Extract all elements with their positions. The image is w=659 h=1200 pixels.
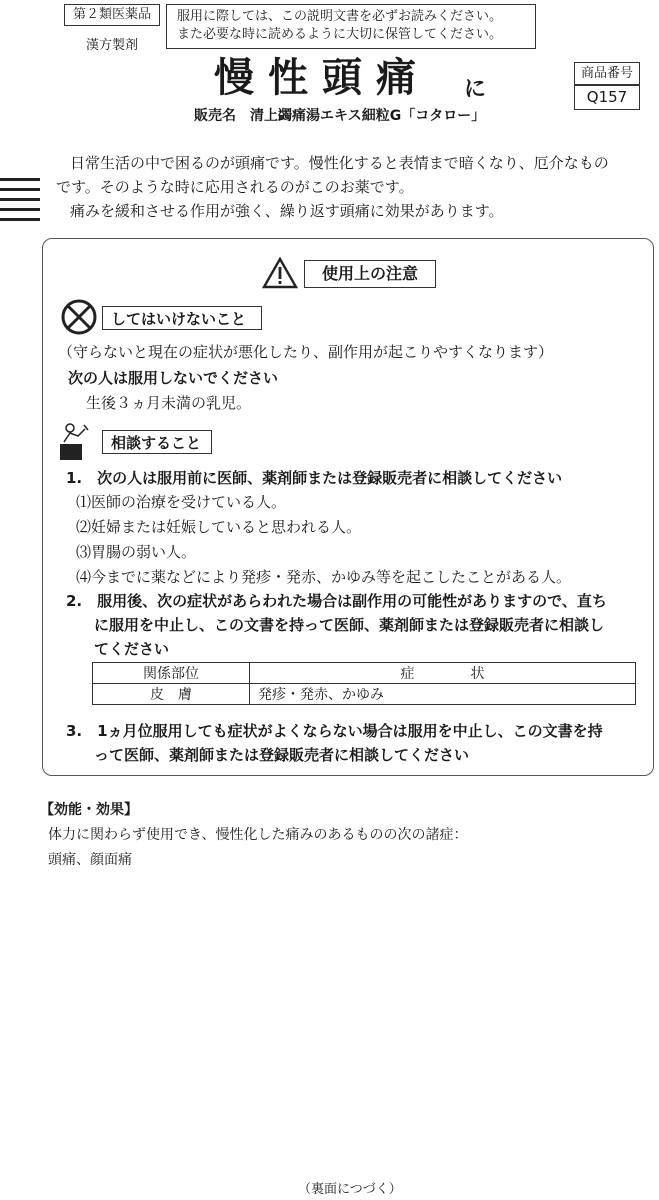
continued-note: （裏面につづく） bbox=[298, 1182, 402, 1197]
consult-list-item: ⑴医師の治療を受けている人。 bbox=[76, 493, 287, 511]
table-header-row bbox=[93, 663, 636, 684]
consult-item2-line: 2. 服用後、次の症状があらわれた場合は副作用の可能性がありますので、直ち bbox=[66, 592, 607, 610]
intro-text bbox=[56, 151, 648, 223]
usage-notice-box bbox=[166, 4, 536, 49]
product-code-value: Q157 bbox=[574, 84, 640, 110]
consult-item3-line: 3. 1ヵ月位服用しても症状がよくならない場合は服用を中止し、この文書を持 bbox=[66, 722, 603, 740]
consult-heading: 相談すること bbox=[102, 430, 212, 454]
warning-icon bbox=[262, 257, 298, 289]
intro-line: 日常生活の中で困るのが頭痛です。慢性化すると表情まで暗くなり、厄介なもの bbox=[70, 154, 609, 172]
product-name: 販売名 清上蠲痛湯エキス細粒G「コタロー」 bbox=[194, 108, 486, 124]
consult-item2-line: てください bbox=[94, 640, 170, 658]
page-title-suffix: に bbox=[464, 77, 487, 102]
prohibited-item: 生後３ヵ月未満の乳児。 bbox=[86, 394, 252, 412]
efficacy-line: 体力に関わらず使用でき、慢性化した痛みのあるものの次の諸症： bbox=[48, 827, 468, 843]
page-title: 慢性頭痛 bbox=[214, 55, 430, 101]
efficacy-heading: 【効能・効果】 bbox=[40, 802, 138, 818]
prohibited-note: （守らないと現在の症状が悪化したり、副作用が起こりやすくなります） bbox=[58, 343, 554, 361]
consult-item1-title: 1. 次の人は服用前に医師、薬剤師または登録販売者に相談してください bbox=[66, 469, 563, 487]
consult-item2-line: に服用を中止し、この文書を持って医師、薬剤師または登録販売者に相談し bbox=[94, 616, 605, 634]
intro-line: 痛みを緩和させる作用が強く、繰り返す頭痛に効果があります。 bbox=[70, 202, 504, 220]
table-header-cell: 症 状 bbox=[250, 663, 636, 684]
consult-list-item: ⑵妊婦または妊娠していると思われる人。 bbox=[76, 518, 362, 536]
table-cell: 皮 膚 bbox=[93, 684, 250, 705]
table-header-cell: 関係部位 bbox=[93, 663, 250, 684]
consult-list-item: ⑶胃腸の弱い人。 bbox=[76, 543, 197, 561]
notice-line: また必要な時に読めるように大切に保管してください。 bbox=[177, 27, 503, 42]
prohibited-heading: してはいけないこと bbox=[102, 306, 262, 330]
prohibited-subheading: 次の人は服用しないでください bbox=[68, 369, 279, 387]
product-code-label: 商品番号 bbox=[574, 62, 640, 86]
category-label: 漢方製剤 bbox=[86, 38, 139, 53]
notice-line: 服用に際しては、この説明文書を必ずお読みください。 bbox=[177, 9, 503, 24]
symptom-table bbox=[92, 662, 636, 705]
intro-line: です。そのような時に応用されるのがこのお薬です。 bbox=[56, 178, 414, 196]
prohibition-icon bbox=[60, 298, 98, 336]
table-row bbox=[93, 684, 636, 705]
precautions-heading: 使用上の注意 bbox=[304, 260, 436, 288]
drug-class-badge: 第２類医薬品 bbox=[64, 4, 160, 26]
consult-person-icon bbox=[58, 420, 94, 462]
side-stripes bbox=[0, 178, 40, 228]
efficacy-line: 頭痛、顔面痛 bbox=[48, 852, 132, 868]
table-cell: 発疹・発赤、かゆみ bbox=[250, 684, 636, 705]
consult-item3-line: って医師、薬剤師または登録販売者に相談してください bbox=[94, 746, 470, 764]
consult-list-item: ⑷今までに薬などにより発疹・発赤、かゆみ等を起こしたことがある人。 bbox=[76, 568, 572, 586]
